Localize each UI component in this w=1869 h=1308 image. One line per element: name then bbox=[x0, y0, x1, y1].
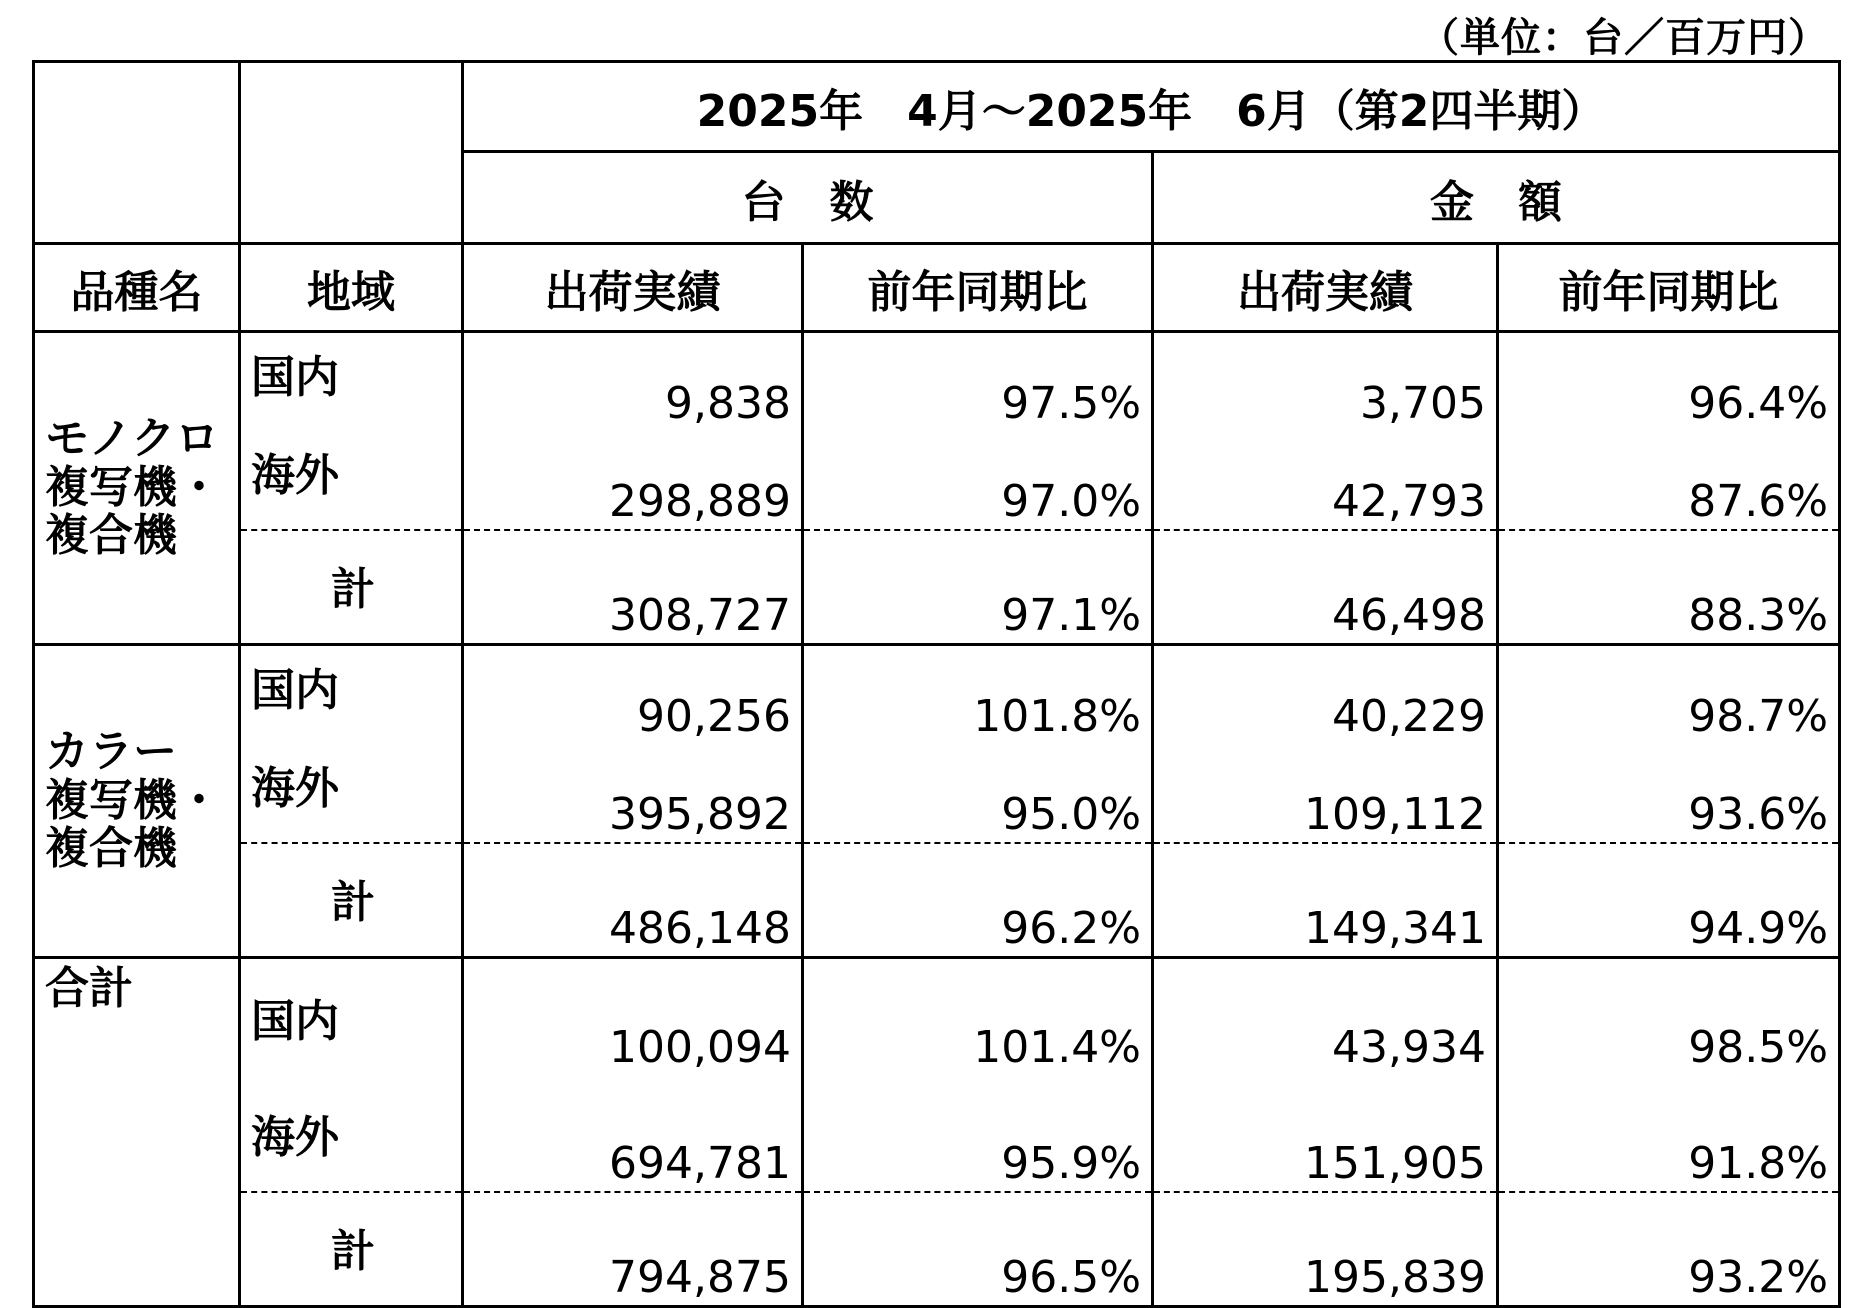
amount-yoy-cell: 98.7% bbox=[1498, 645, 1840, 745]
product-name-total: 合計 bbox=[34, 958, 240, 1307]
header-blank-region bbox=[240, 62, 463, 244]
amount-cell: 109,112 bbox=[1153, 744, 1498, 843]
amount-shipments-header: 出荷実績 bbox=[1153, 244, 1498, 332]
units-cell: 298,889 bbox=[463, 431, 803, 530]
amount-group-header: 金 額 bbox=[1153, 152, 1840, 244]
table-row bbox=[34, 1192, 1840, 1307]
period-header: 2025年 4月～2025年 6月（第2四半期） bbox=[463, 62, 1840, 152]
header-row-period bbox=[34, 62, 1840, 152]
units-cell: 395,892 bbox=[463, 744, 803, 843]
amount-cell: 42,793 bbox=[1153, 431, 1498, 530]
units-yoy-cell: 97.1% bbox=[803, 530, 1153, 645]
amount-cell: 43,934 bbox=[1153, 958, 1498, 1076]
table-row bbox=[34, 1075, 1840, 1192]
amount-yoy-cell: 98.5% bbox=[1498, 958, 1840, 1076]
units-yoy-cell: 96.5% bbox=[803, 1192, 1153, 1307]
units-yoy-cell: 96.2% bbox=[803, 843, 1153, 958]
units-cell: 694,781 bbox=[463, 1075, 803, 1192]
amount-cell: 151,905 bbox=[1153, 1075, 1498, 1192]
units-yoy-cell: 95.9% bbox=[803, 1075, 1153, 1192]
region-cell: 国内 bbox=[240, 645, 463, 745]
units-yoy-cell: 97.0% bbox=[803, 431, 1153, 530]
table-row bbox=[34, 958, 1840, 1076]
units-cell: 90,256 bbox=[463, 645, 803, 745]
region-cell: 計 bbox=[240, 530, 463, 645]
product-name-mono: モノクロ 複写機・ 複合機 bbox=[34, 332, 240, 645]
amount-cell: 40,229 bbox=[1153, 645, 1498, 745]
units-shipments-header: 出荷実績 bbox=[463, 244, 803, 332]
amount-yoy-cell: 96.4% bbox=[1498, 332, 1840, 432]
region-cell: 計 bbox=[240, 1192, 463, 1307]
units-yoy-cell: 101.8% bbox=[803, 645, 1153, 745]
amount-yoy-header: 前年同期比 bbox=[1498, 244, 1840, 332]
product-column-header: 品種名 bbox=[34, 244, 240, 332]
units-yoy-cell: 95.0% bbox=[803, 744, 1153, 843]
table-row bbox=[34, 744, 1840, 843]
amount-yoy-cell: 93.6% bbox=[1498, 744, 1840, 843]
region-cell: 海外 bbox=[240, 744, 463, 843]
amount-cell: 195,839 bbox=[1153, 1192, 1498, 1307]
region-cell: 計 bbox=[240, 843, 463, 958]
table-row bbox=[34, 332, 1840, 432]
table-row bbox=[34, 843, 1840, 958]
amount-yoy-cell: 91.8% bbox=[1498, 1075, 1840, 1192]
region-cell: 海外 bbox=[240, 431, 463, 530]
product-name-color: カラー 複写機・ 複合機 bbox=[34, 645, 240, 958]
header-row-columns bbox=[34, 244, 1840, 332]
table-row bbox=[34, 431, 1840, 530]
amount-yoy-cell: 87.6% bbox=[1498, 431, 1840, 530]
region-column-header: 地域 bbox=[240, 244, 463, 332]
units-yoy-cell: 101.4% bbox=[803, 958, 1153, 1076]
header-blank-product bbox=[34, 62, 240, 244]
shipment-table bbox=[32, 60, 1841, 1308]
amount-yoy-cell: 88.3% bbox=[1498, 530, 1840, 645]
units-cell: 794,875 bbox=[463, 1192, 803, 1307]
units-cell: 486,148 bbox=[463, 843, 803, 958]
units-yoy-cell: 97.5% bbox=[803, 332, 1153, 432]
units-cell: 100,094 bbox=[463, 958, 803, 1076]
region-cell: 国内 bbox=[240, 958, 463, 1076]
region-cell: 国内 bbox=[240, 332, 463, 432]
amount-cell: 3,705 bbox=[1153, 332, 1498, 432]
amount-cell: 46,498 bbox=[1153, 530, 1498, 645]
units-cell: 9,838 bbox=[463, 332, 803, 432]
table-row bbox=[34, 530, 1840, 645]
amount-cell: 149,341 bbox=[1153, 843, 1498, 958]
units-cell: 308,727 bbox=[463, 530, 803, 645]
amount-yoy-cell: 93.2% bbox=[1498, 1192, 1840, 1307]
units-group-header: 台 数 bbox=[463, 152, 1153, 244]
units-yoy-header: 前年同期比 bbox=[803, 244, 1153, 332]
amount-yoy-cell: 94.9% bbox=[1498, 843, 1840, 958]
unit-note: （単位：台／百万円） bbox=[1419, 15, 1829, 61]
table-row bbox=[34, 645, 1840, 745]
region-cell: 海外 bbox=[240, 1075, 463, 1192]
